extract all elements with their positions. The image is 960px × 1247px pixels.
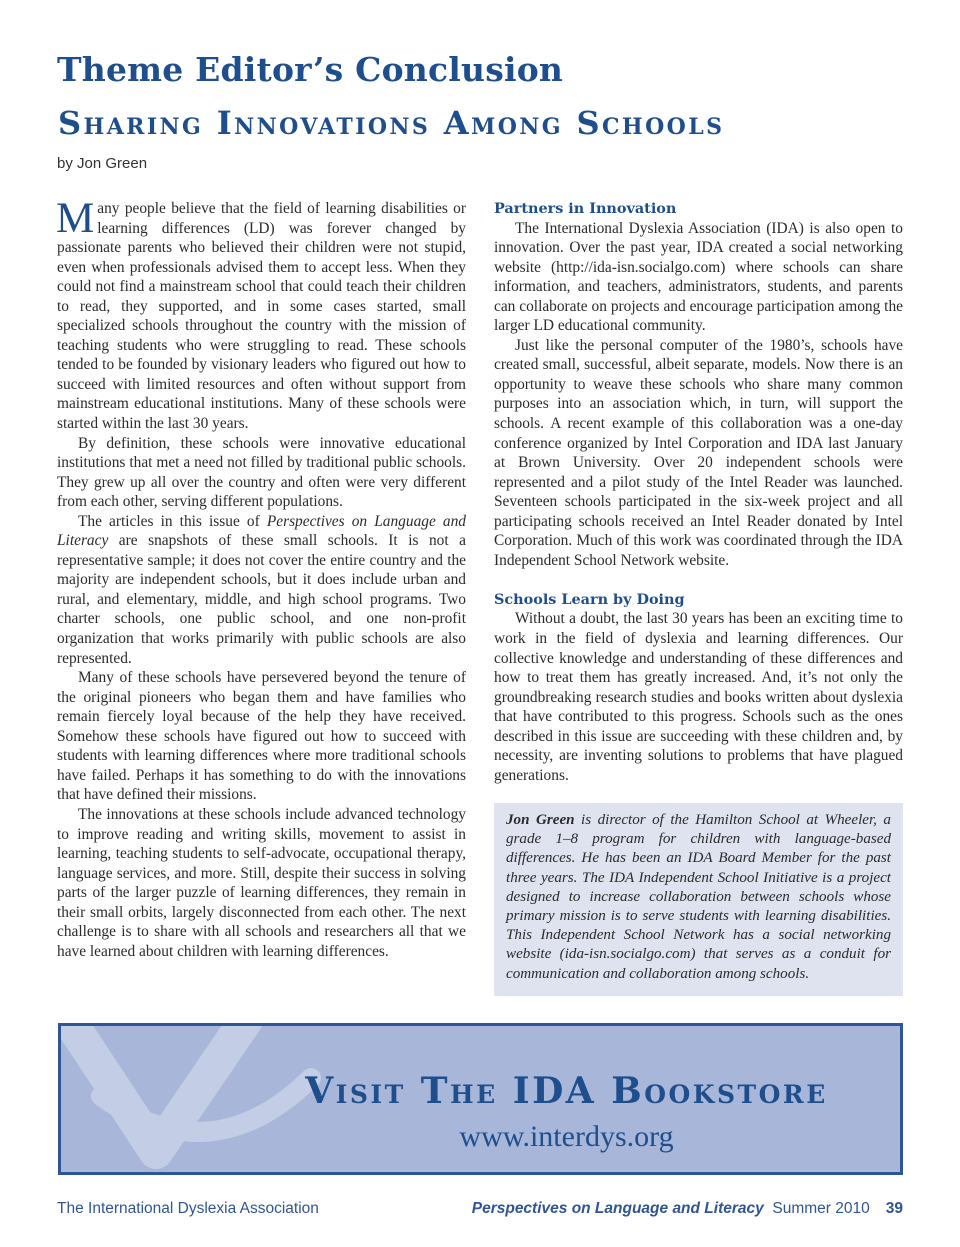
section2-paragraph-1: Without a doubt, the last 30 years has been an exciting time to work in the field of dyslexia and learning differences. Our collective knowledge and understanding of these differences and how to treat them has greatly increased. And, it’s not only the groundbreaking research studies and books written about dyslexia that have contributed to this progress. Schools such as the ones described in this issue are succeeding with these children and, by necessity, are inventing solutions to problems that have plagued generations. <box>494 610 903 784</box>
paragraph-3 <box>57 512 466 668</box>
drop-cap: M <box>56 195 95 242</box>
paragraph-2: By definition, these schools were innovative educational institutions that met a need not filled by traditional public schools. They grew up all over the country and often were very different from each other, serving different populations. <box>57 434 466 511</box>
footer-publication <box>472 1200 903 1218</box>
author-bio-box <box>494 803 903 996</box>
left-column <box>56 195 466 961</box>
section-heading-partners: Partners in Innovation <box>494 200 677 217</box>
paragraph-4: Many of these schools have persevered beyond the tenure of the original pioneers who began them and have families who remain fiercely loyal because of the help they have received. Somehow these schools have figured out how to succeed with students with learning differences where more traditional schools have failed. Perhaps it has something to do with the innovations that have defined their missions. <box>57 669 466 804</box>
bookstore-url-link[interactable]: www.interdys.org <box>459 1120 674 1153</box>
article-subtitle: Sharing Innovations Among Schools <box>58 104 725 142</box>
footer-journal: Perspectives on Language and Literacy <box>471 1200 764 1217</box>
section-gap <box>494 570 903 590</box>
page-number: 39 <box>885 1200 903 1217</box>
paragraph-3-text-b: are snapshots of these small schools. It is not a representative sample; it does not cover the entire country and the majority are independent schools, but it does include urban and rural, and elementary, middle, and high school programs. Two charter schools, one public school, and one non-profit organization that works primarily with public schools are also represented. <box>57 532 466 667</box>
paragraph-5: The innovations at these schools include advanced technology to improve reading and writing skills, movement to assist in learning, teaching students to self-advocate, occupational therapy, language services, and more. Still, despite their success in solving parts of the larger puzzle of learning differences, they remain in their small orbits, largely disconnected from each other. The next challenge is to share with all schools and researchers all that we have learned about children with learning differences. <box>57 805 466 960</box>
paragraph-3-text-a: The articles in this issue of <box>78 512 267 530</box>
section-heading-schools: Schools Learn by Doing <box>494 590 685 608</box>
section1-paragraph-2: Just like the personal computer of the 1980’s, schools have created small, successful, albeit separate, models. Now there is an opportunity to weave these schools who share many common purposes into an association which, in turn, will support the schools. A recent example of this collaboration was a one-day conference organized by Intel Corporation and IDA last January at Brown University. Over 20 independent schools were represented and a pilot study of the Intel Reader was launched. Seventeen schools participated in the six-week project and all participating schools received an Intel Reader donated by Intel Corporation. Much of this work was coordinated through the IDA Independent School Network website. <box>494 336 903 569</box>
bookstore-banner[interactable] <box>58 1023 903 1175</box>
journal-title-inline: Perspectives on Language and Literacy <box>57 512 466 550</box>
footer-organization: The International Dyslexia Association <box>57 1200 319 1217</box>
byline: by Jon Green <box>57 155 148 172</box>
paragraph-1 <box>56 195 466 434</box>
bookstore-banner-title: Visit The IDA Bookstore <box>305 1070 828 1112</box>
footer-issue: Summer 2010 <box>772 1200 870 1217</box>
author-bio-text: is director of the Hamilton School at Wheeler, a grade 1–8 program for children with language-based differences. He has been an IDA Board Member for the past three years. The IDA Independent School Initiative is a project designed to increase collaboration between schools whose primary mission is to serve students with learning disabilities. This Independent School Network has a social networking website (ida-isn.socialgo.com) that serves as a conduit for communication and collaboration among schools. <box>506 812 891 982</box>
right-column <box>494 199 903 785</box>
author-name: Jon Green <box>506 812 575 828</box>
section1-paragraph-1: The International Dyslexia Association (IDA) is also open to innovation. Over the past year, IDA created a social networking website (http://ida-isn.socialgo.com) where schools can share information, and teachers, administrators, students, and parents can collaborate on projects and encourage participation among the larger LD educational community. <box>494 219 903 335</box>
article-title: Theme Editor’s Conclusion <box>57 50 564 89</box>
paragraph-1-text: any people believe that the field of learning disabilities or learning differences (LD) was forever changed by passionate parents who believed their children were not stupid, even when professionals advised them to accept less. When they could not find a mainstream school that could teach their children to read, they supported, and in some cases started, small specialized schools throughout the country with the mission of teaching students who were struggling to read. These schools tended to be founded by visionary leaders who figured out how to succeed with limited resources and often without support from mainstream educational institutions. Many of these schools were started within the last 30 years. <box>57 200 466 433</box>
